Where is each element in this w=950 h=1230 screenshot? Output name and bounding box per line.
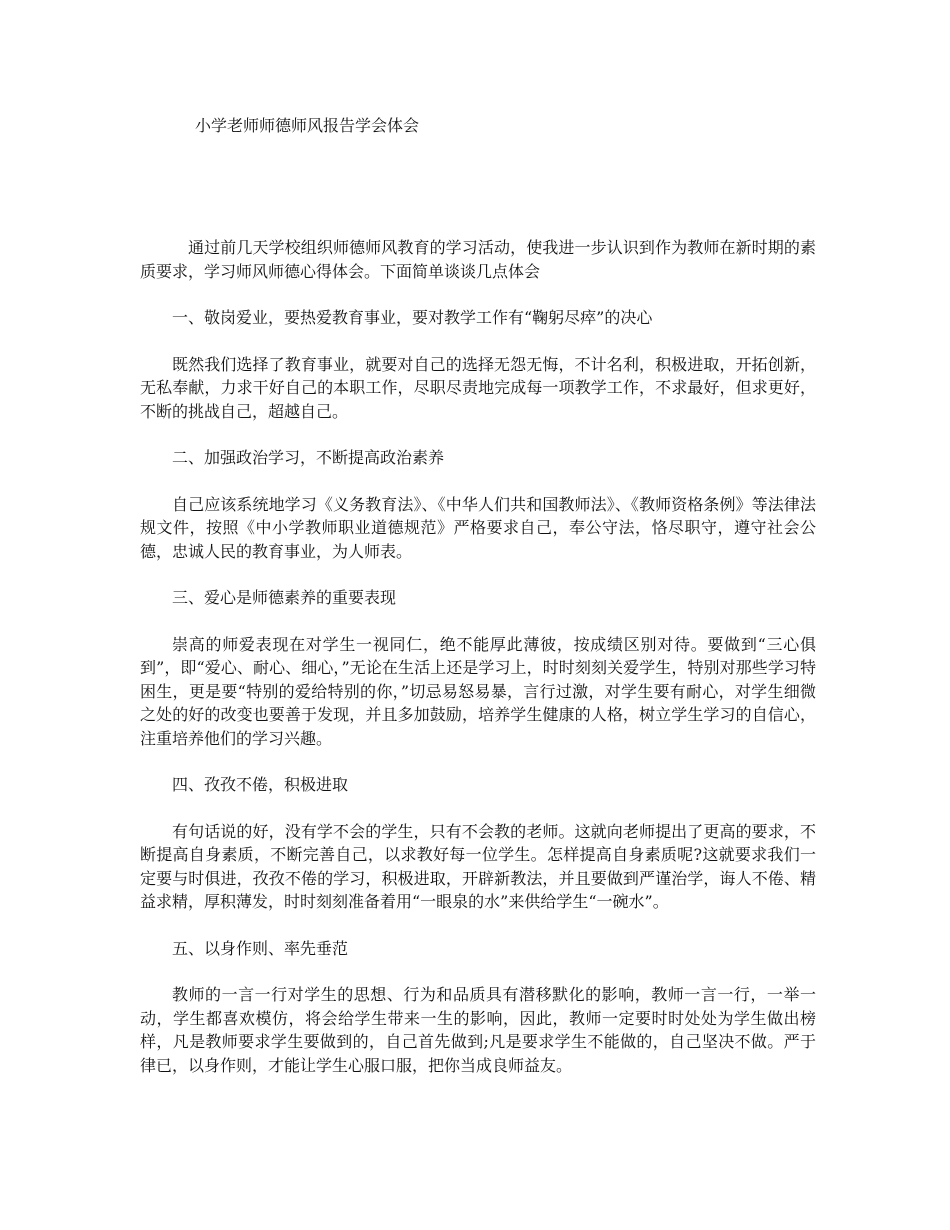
section-heading-2: 二、加强政治学习，不断提高政治素养	[172, 448, 445, 467]
document-title: 小学老师师德师风报告学会体会	[195, 116, 420, 135]
section-heading-1: 一、敬岗爱业，要热爱教育事业，要对教学工作有“鞠躬尽瘁”的决心	[172, 308, 653, 327]
intro-paragraph: 通过前几天学校组织师德师风教育的学习活动，使我进一步认识到作为教师在新时期的素质要求，学习师风师德心得体会。下面简单谈谈几点体会	[140, 238, 816, 281]
section-heading-3: 三、爱心是师德素养的重要表现	[172, 588, 397, 607]
section-body-1: 既然我们选择了教育事业，就要对自己的选择无怨无悔，不计名利，积极进取，开拓创新，无私奉献，力求干好自己的本职工作，尽职尽责地完成每一项教学工作，不求最好，但求更好，不断的挑战自己，超越自己。	[140, 354, 816, 421]
section-body-4: 有句话说的好，没有学不会的学生，只有不会教的老师。这就向老师提出了更高的要求，不断提高自身素质，不断完善自己，以求教好每一位学生。怎样提高自身素质呢?这就要求我们一定要与时俱进，孜孜不倦的学习，积极进取，开辟新教法，并且要做到严谨治学，诲人不倦、精益求精，厚积薄发，时时刻刻准备着用“一眼泉的水”来供给学生“一碗水”。	[140, 821, 816, 911]
section-body-3: 崇高的师爱表现在对学生一视同仁，绝不能厚此薄彼，按成绩区别对待。要做到“三心俱到”，即“爱心、耐心、细心，”无论在生活上还是学习上，时时刻刻关爱学生，特别对那些学习特困生，更是要“特别的爱给特别的你，”切忌易怒易暴，言行过激，对学生要有耐心，对学生细微之处的好的改变也要善于发现，并且多加鼓励，培养学生健康的人格，树立学生学习的自信心，注重培养他们的学习兴趣。	[140, 634, 816, 748]
section-body-5: 教师的一言一行对学生的思想、行为和品质具有潜移默化的影响，教师一言一行，一举一动，学生都喜欢模仿，将会给学生带来一生的影响，因此，教师一定要时时处处为学生做出榜样，凡是教师要求学生要做到的，自己首先做到;凡是要求学生不能做的，自己坚决不做。严于律已，以身作则，才能让学生心服口服，把你当成良师益友。	[140, 985, 816, 1075]
section-body-2: 自己应该系统地学习《义务教育法》、《中华人们共和国教师法》、《教师资格条例》等法律法规文件，按照《中小学教师职业道德规范》严格要求自己，奉公守法，恪尽职守，遵守社会公德，忠诚人民的教育事业，为人师表。	[140, 494, 816, 561]
document-body	[140, 236, 816, 1100]
section-heading-5: 五、以身作则、率先垂范	[172, 938, 349, 958]
section-heading-4: 四、孜孜不倦，积极进取	[172, 775, 349, 794]
